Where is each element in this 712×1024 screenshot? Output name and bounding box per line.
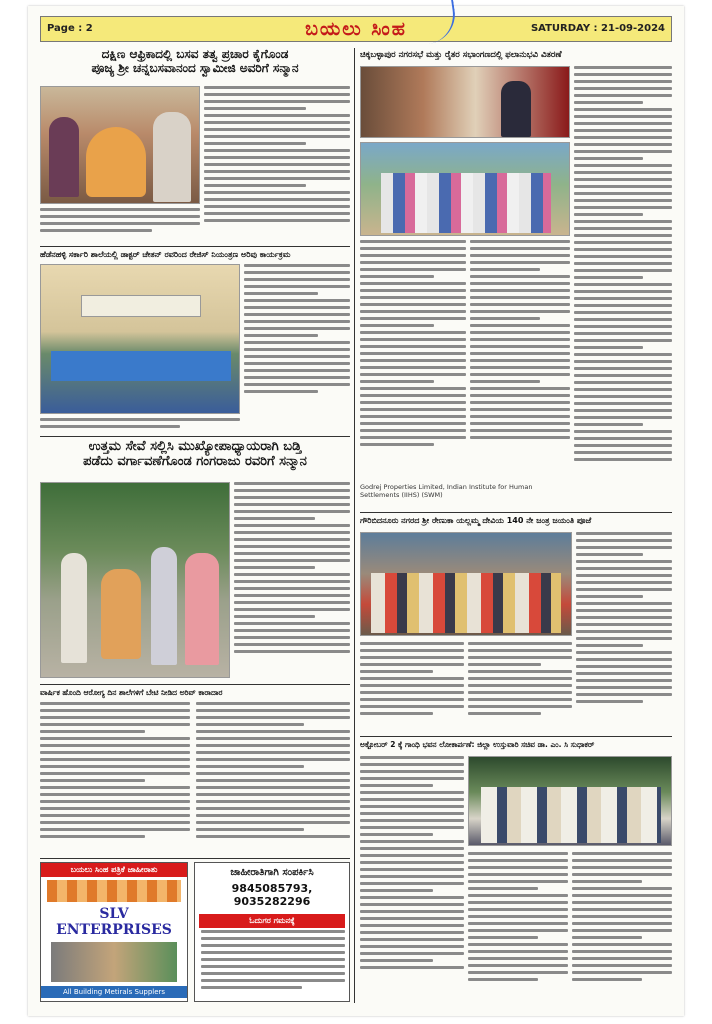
right-story1-body-col1b (470, 240, 570, 480)
photo-gandhi-bhavan-meeting (468, 756, 672, 846)
left-story1-caption (40, 208, 200, 242)
photo-nagarsabhe-event-1 (360, 66, 570, 138)
photo-figure (49, 117, 79, 197)
photo-banner (81, 295, 201, 317)
page-number: Page : 2 (47, 23, 93, 34)
left-story2-headline: ಹೆಡೆನಹಳ್ಳಿ ಸರ್ಕಾರಿ ಶಾಲೆಯಲ್ಲಿ ಡಾಕ್ಟರ್ ಚೇತನ್ ರವರಿಂದ ರೇಜಿಸ್ ನಿಯಂತ್ರಣ ಅರಿವು ಕಾರ್ಯಕ್ರಮ (40, 250, 291, 259)
section-divider (40, 684, 350, 685)
photo-figure (61, 553, 87, 663)
ad-phone-numbers: 9845085793, 9035282296 (231, 882, 313, 908)
section-divider (360, 736, 672, 737)
headline-line: ಪೂಜ್ಯ ಶ್ರೀ ಚನ್ನಬಸವಾನಂದ ಸ್ವಾಮೀಜಿ ಅವರಿಗೆ ಸನ್ಮಾನ (91, 60, 299, 75)
right-story1-body-col2 (574, 66, 672, 506)
right-story1-headline: ಚಿಕ್ಕಬಳ್ಳಾಪುರ ನಗರಸಭೆ ಮತ್ತು ರೈತರ ಸಭಾಂಗಣದಲ್ಲಿ ಫಲಾನುಭವಿ ವಿತರಣೆ (360, 50, 562, 60)
left-story4-headline: ವಾರ್ಷಿಕ ಹೊಂದಿ ಆರೋಗ್ಯ ದಿನ ಶಾಲೆಗಳಿಗೆ ಬೇಟಿ ನೀಡಿದ ಅರಿವ್ ಕಾರಾದಾರ (40, 688, 223, 697)
right-story2-headline: ಗೌರಿಬಿದನೂರು ನಗರದ ಶ್ರೀ ರೇಣುಕಾ ಯಲ್ಲಮ್ಮ ದೇವಿಯ 140 ನೇ ಜಂತ್ರ ಜಯಂತಿ ಪೂಜೆ (360, 516, 592, 525)
photo-officials (481, 787, 661, 843)
photo-figure (153, 112, 191, 202)
photo-students-row (51, 351, 231, 381)
photo-nagarsabhe-event-2 (360, 142, 570, 236)
photo-figure-speaker (501, 81, 531, 137)
right-story1-body-col1a (360, 240, 466, 480)
ad-brand: SLV ENTERPRISES (56, 906, 172, 938)
column-divider (354, 48, 355, 1003)
right-story3-body-col1 (360, 756, 464, 1006)
photo-crowd (381, 173, 551, 233)
ad-products-image (51, 942, 177, 982)
newspaper-title: ಬಯಲು ಸಿಂಹ (305, 18, 407, 40)
section-divider (360, 512, 672, 513)
section-divider (40, 858, 350, 859)
right-story2-body-col1a (360, 642, 464, 732)
newspaper-page (28, 6, 684, 1016)
headline-line: ಪಡೆದು ವರ್ಗಾವಣೆಗೊಂಡ ಗಂಗರಾಜು ರವರಿಗೆ ಸನ್ಮಾನ (83, 453, 307, 469)
left-story2-caption (40, 418, 240, 432)
photo-figure (185, 553, 219, 665)
right-story1-body-fragment: Godrej Properties Limited, Indian Institute for Human Settlements (IIHS) (SWM) (360, 484, 533, 499)
ad-banner-graphic (47, 880, 181, 902)
left-story3-headline (40, 440, 350, 470)
left-story3-body (234, 482, 350, 678)
photo-school-awareness (40, 264, 240, 414)
ad-contact-header: ಜಾಹೀರಾತಿಗಾಗಿ ಸಂಪರ್ಕಿಸಿ (230, 867, 314, 878)
right-story3-headline: ಅಕ್ಟೋಬರ್ 2 ಕ್ಕೆ ಗಾಂಧಿ ಭವನ ಲೋಕಾರ್ಪಣೆ: ಜಿಲ್ಲಾ ಉಸ್ತುವಾರಿ ಸಚಿವ ಡಾ. ಎಂ. ಸಿ ಸುಧಾಕರ್ (360, 740, 595, 749)
ad-notice-header: ಓದುಗರ ಗಮನಕ್ಕೆ (199, 914, 345, 928)
section-divider (40, 436, 350, 437)
left-story2-body (244, 264, 350, 424)
advertisement-contact (194, 862, 350, 1002)
photo-swamiji-felicitation (40, 86, 200, 204)
ad-header: ಬಯಲು ಸಿಂಹ ಪತ್ರಿಕೆ ಜಾಹೀರಾತು (41, 863, 187, 877)
section-divider (40, 246, 350, 247)
photo-figure (151, 547, 177, 665)
photo-figure (101, 569, 141, 659)
issue-date: SATURDAY : 21-09-2024 (530, 23, 665, 34)
left-story4-body-col2 (196, 702, 350, 852)
advertisement-slv-enterprises (40, 862, 188, 1002)
left-story1-body (204, 86, 350, 242)
right-story3-body-col3 (572, 852, 672, 1006)
masthead (40, 16, 672, 42)
ad-notice-body (201, 930, 345, 1000)
right-story2-body-col1b (468, 642, 572, 732)
left-story1-headline (40, 48, 350, 76)
left-story4-body-col1 (40, 702, 190, 852)
right-story2-body-col2 (576, 532, 672, 732)
headline-line: ದಕ್ಷಿಣ ಆಫ್ರಿಕಾದಲ್ಲಿ ಬಸವ ತತ್ವ ಪ್ರಚಾರ ಕೈಗೊಂಡ (101, 47, 289, 61)
ad-tagline: All Building Metirals Supplers (41, 986, 187, 998)
headline-line: ಉತ್ತಮ ಸೇವೆ ಸಲ್ಲಿಸಿ ಮುಖ್ಯೋಪಾಧ್ಯಾಯರಾಗಿ ಬಡ್ತಿ (88, 439, 302, 454)
photo-group (371, 573, 561, 633)
photo-renuka-yellamma-pooja (360, 532, 572, 636)
right-story3-body-col2 (468, 852, 568, 1006)
photo-figure (86, 127, 146, 197)
photo-gangaraju-felicitation (40, 482, 230, 678)
